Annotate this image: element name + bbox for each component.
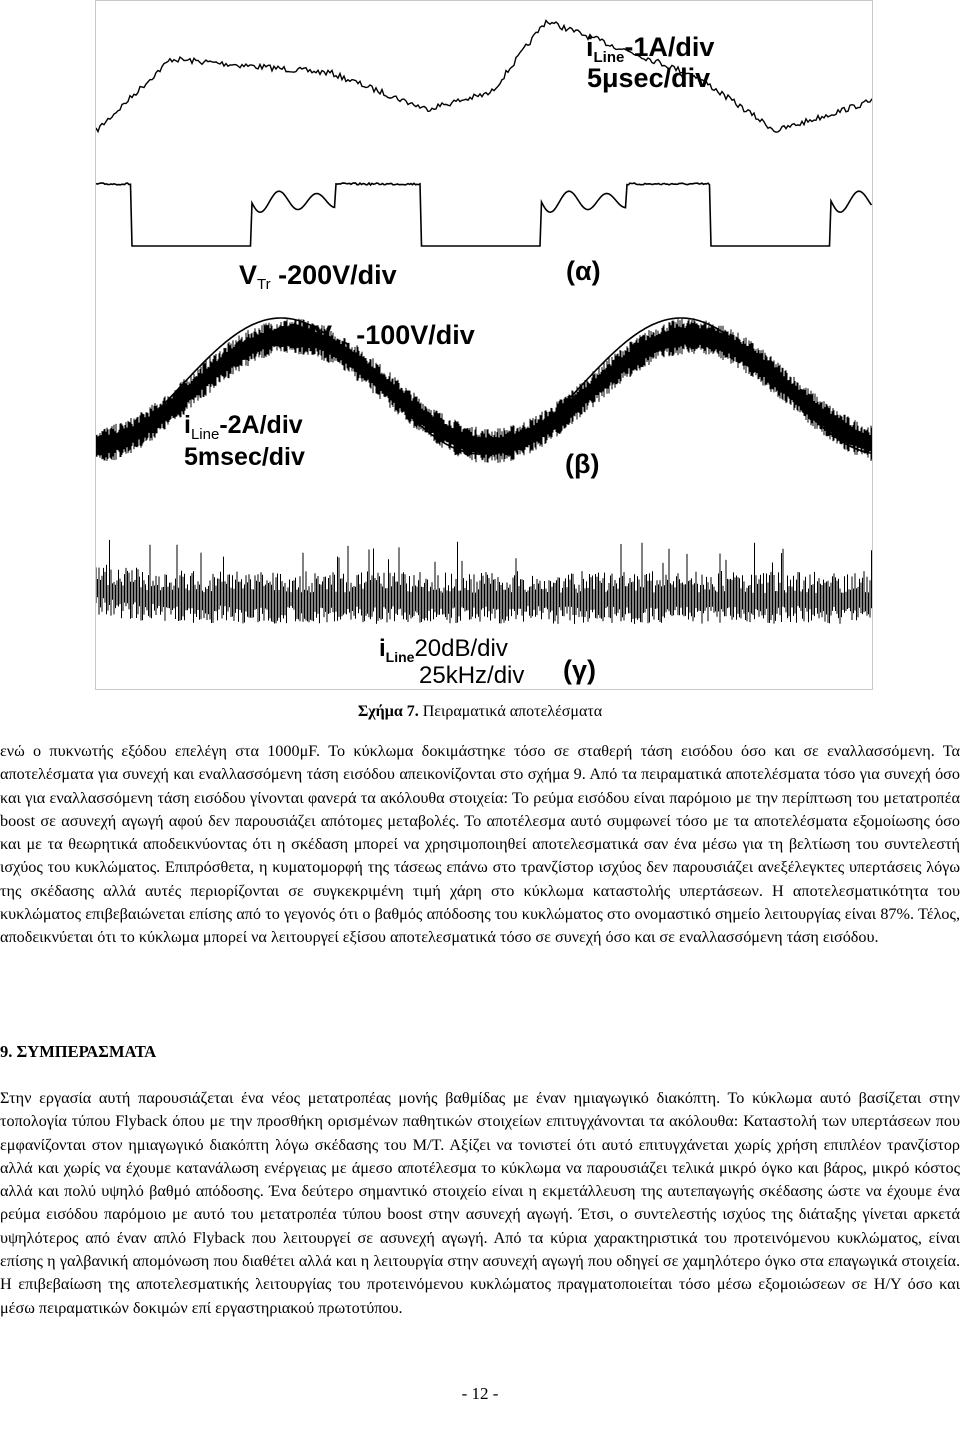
panel-b-tag: (β) [565,449,600,479]
panel-a-current-trace [96,21,872,133]
panel-c-label: $i_{Line}20dB$/div [379,635,508,665]
panel-a-voltage-label: VTr -200V/div [239,260,397,293]
oscilloscope-figure [95,0,873,690]
panel-b-vac-label: $V_{ac}$ -100V/div [314,320,475,354]
paragraph-results: ενώ ο πυκνωτής εξόδου επελέγη στα 1000μF. Το κύκλωμα δοκιμάστηκε τόσο σε σταθερή τάση εισόδου όσο και σε εναλλασσόμενη. Τα αποτελέσματα για συνεχή και εναλλασσόμενη τάση εισόδου απεικονίζονται στο σχήμα 9. Από τα πειραματικά αποτελέσματα τόσο για συνεχή όσο και για εναλλασσόμενη τάση εισόδου γίνονται φανερά τα ακόλουθα στοιχεία: Το ρεύμα εισόδου είναι παρόμοιο με την περίπτωση του μετατροπέα boost σε ασυνεχή αγωγή αφού δεν παρουσιάζει απότομες μεταβολές. Το αποτέλεσμα αυτό συμφωνεί τόσο με τα αποτελέσματα εξομοίωσης όσο και με τα θεωρητικά αποδεικνύοντας ότι η σκέδαση μπορεί να χρησιμοποιηθεί αποτελεσματικά σαν ένα μέσω για τη βελτίωση του συντελεστή ισχύος του κυκλώματος. Επιπρόσθετα, η κυματομορφή της τάσεως επάνω στο τρανζίστορ ισχύος δεν παρουσιάζει ανεξέλεγκτες υπερτάσεις λόγω της σκέδασης αλλά αυτές περιορίζονται σε συγκεκριμένη τιμή χάρη στο κύκλωμα καταστολής υπερτάσεων. Η αποτελεσματικότητα του κυκλώματος επιβεβαιώνεται επίσης από το γεγονός ότι ο βαθμός απόδοσης του κυκλώματος στο ονομαστικό σημείο λειτουργίας είναι 87%. Τέλος, αποδεικνύεται ότι το κύκλωμα μπορεί να λειτουργεί εξίσου αποτελεσματικά τόσο σε συνεχή όσο και σε εναλλασσόμενη τάση εισόδου. [0,742,960,947]
caption-number: Σχήμα 7. [357,703,419,720]
panel-a-time-label: 5μsec/div [587,63,711,93]
panel-b-current-label: $i_{Line}-2A$/div [184,411,303,443]
panel-a-current-label: $i_{Line}-1A$/div [586,32,715,66]
panel-c-freq-label: 25kHz/div [419,662,525,689]
panel-a-tag: (α) [566,256,601,286]
caption-text: Πειραματικά αποτελέσματα [418,703,603,720]
panel-c-tag: (γ) [563,655,596,685]
panel-c-spectrum-trace [96,540,872,624]
section-heading: 9. ΣΥΜΠΕΡΑΣΜΑΤΑ [0,1042,157,1061]
figure-caption [0,703,960,721]
oscilloscope-traces [96,1,872,689]
page-number: - 12 - [461,1384,499,1403]
paragraph-conclusions: Στην εργασία αυτή παρουσιάζεται ένα νέος μετατροπέας μονής βαθμίδας με έναν ημιαγωγικό διακόπτη. Το κύκλωμα αυτό βασίζεται στην τοπολογία τύπου Flyback όπου με την προσθήκη ορισμένων παθητικών στοιχείων επιτυγχάνονται τα ακόλουθα: Καταστολή των υπερτάσεων που εμφανίζονται στον ημιαγωγικό διακόπτη λόγω σκέδασης του Μ/Τ. Αξίζει να τονιστεί ότι αυτό επιτυγχάνεται χωρίς χρήση επιπλέον τρανζίστορ αλλά και χωρίς να έχουμε κατανάλωση ενέργειας με άμεσο αποτέλεσμα το κύκλωμα να παρουσιάζει τελικά μικρό όγκο και βάρος, μικρό κόστος αλλά και πολύ υψηλό βαθμό απόδοσης. Ένα δεύτερο σημαντικό στοιχείο είναι η εκμετάλλευση της αυτεπαγωγής σκέδασης ώστε να έχουμε ένα ρεύμα εισόδου παρόμοιο με αυτό του μετατροπέα τύπου boost στην ασυνεχή αγωγή. Έτσι, ο συντελεστής ισχύος της διάταξης γίνεται αρκετά υψηλότερος από έναν απλό Flyback που λειτουργεί σε ασυνεχή αγωγή. Από τα κύρια χαρακτηριστικά του προτεινόμενου κυκλώματος, είναι επίσης η γαλβανική απομόνωση που διαθέτει αλλά και η λειτουργία στην ασυνεχή αγωγή που οδηγεί σε χαμηλότερο όγκο στα επαγωγικά στοιχεία. Η επιβεβαίωση της αποτελεσματικής λειτουργίας του προτεινόμενου κυκλώματος πραγματοποιείται τόσο μέσω εξομοιώσεων σε Η/Υ όσο και μέσω πειραματικών δοκιμών επί εργαστηριακού πρωτοτύπου. [0,1089,960,1317]
panel-b [96,318,872,479]
panel-a [96,21,872,294]
panel-b-time-label: 5msec/div [184,443,305,471]
panel-c [96,540,872,689]
panel-a-voltage-trace [96,183,872,246]
